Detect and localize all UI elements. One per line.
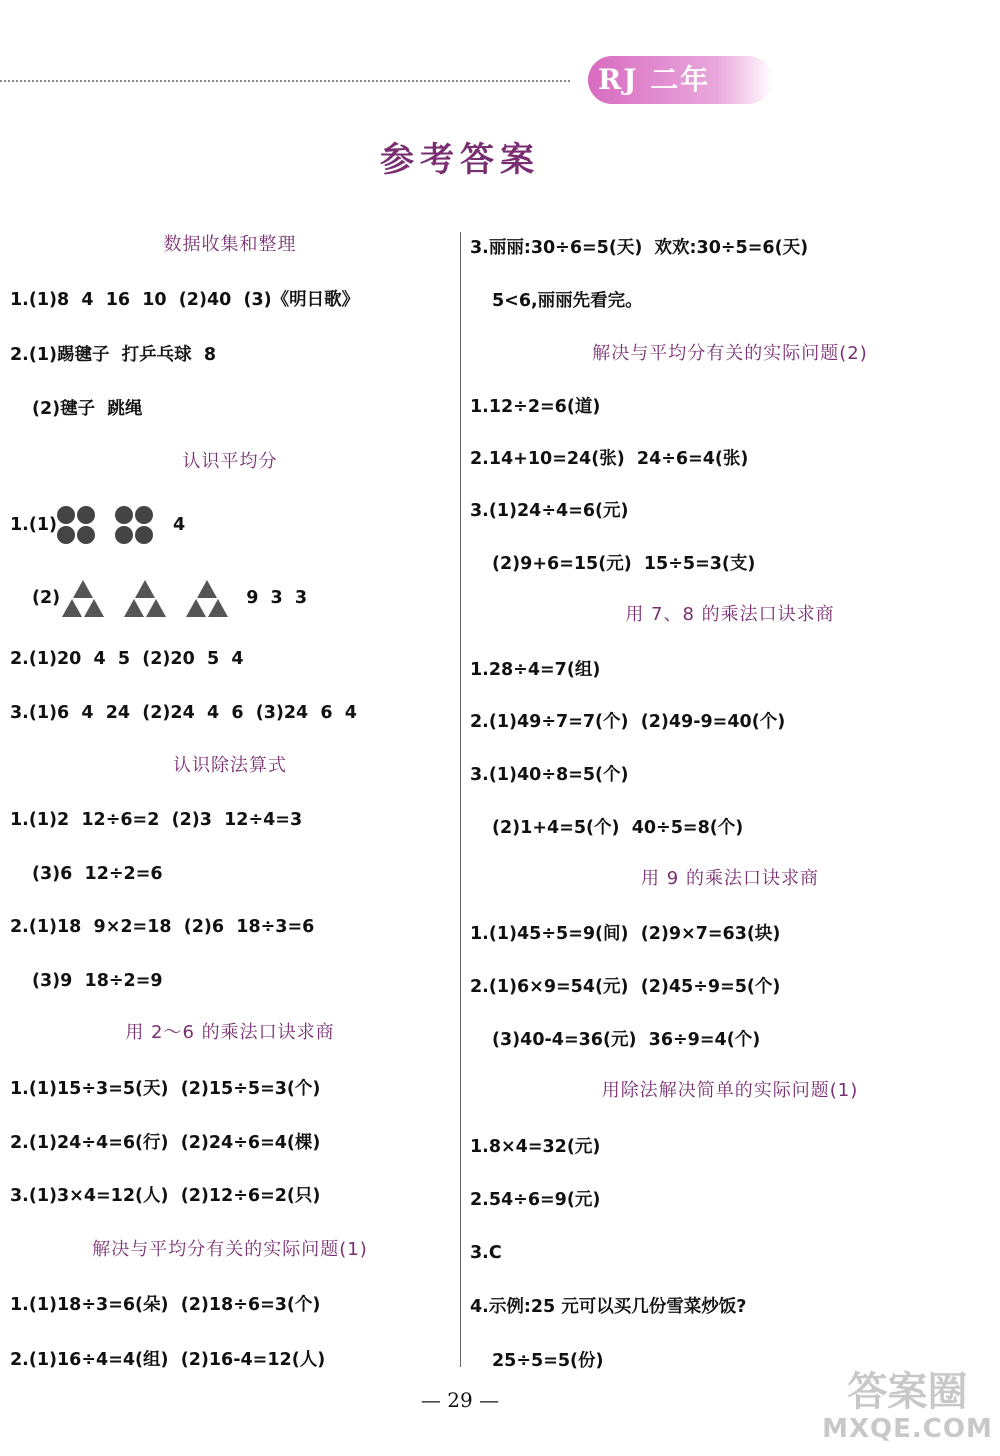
section-heading: 用 7、8 的乘法口诀求商 [625, 604, 835, 625]
answer-line: 2.14+10=24(张) 24÷6=4(张) [470, 449, 749, 469]
answer-line: 2.(1)20 4 5 (2)20 5 4 [10, 649, 244, 669]
answer-line: 1.(1)18÷3=6(朵) (2)18÷6=3(个) [10, 1295, 321, 1315]
answer-line: 1.(1)2 12÷6=2 (2)3 12÷4=3 [10, 810, 303, 830]
answer-prefix: (2) [32, 588, 61, 608]
section-heading: 解决与平均分有关的实际问题(1) [92, 1239, 368, 1260]
answer-line: 1.12÷2=6(道) [470, 397, 601, 417]
answer-line: 3.(1)3×4=12(人) (2)12÷6=2(只) [10, 1186, 321, 1206]
answer-line: (2)毽子 跳绳 [32, 399, 143, 419]
answer-line: 3.(1)40÷8=5(个) [470, 765, 629, 785]
answer-line: 3.(1)6 4 24 (2)24 4 6 (3)24 6 4 [10, 703, 357, 723]
answer-line: 2.(1)24÷4=6(行) (2)24÷6=4(棵) [10, 1133, 321, 1153]
watermark-url: MXQE.COM [822, 1414, 993, 1444]
section-heading: 解决与平均分有关的实际问题(2) [592, 343, 868, 364]
answer-line: 2.54÷6=9(元) [470, 1190, 601, 1210]
circle-group-icon [57, 506, 95, 544]
header-dotted-rule [0, 80, 570, 82]
section-heading: 用除法解决简单的实际问题(1) [601, 1080, 859, 1101]
answer-line: 1.(1)8 4 16 10 (2)40 (3)《明日歌》 [10, 290, 360, 310]
answer-line: 3.丽丽:30÷6=5(天) 欢欢:30÷5=6(天) [470, 238, 809, 258]
answer-line: (2)1+4=5(个) 40÷5=8(个) [492, 818, 744, 838]
watermark [820, 1370, 995, 1444]
answer-line: 2.(1)18 9×2=18 (2)6 18÷3=6 [10, 917, 315, 937]
watermark-text: 答案圈 [847, 1369, 968, 1415]
grade-badge: RJ 二年 [588, 56, 773, 104]
answer-line: 25÷5=5(份) [492, 1351, 604, 1371]
page-title: 参考答案 [380, 140, 540, 180]
answer-line: 3.(1)24÷4=6(元) [470, 501, 629, 521]
triangle-group-icon [122, 578, 168, 618]
answer-line: 2.(1)6×9=54(元) (2)45÷9=5(个) [470, 977, 781, 997]
answer-line: 5<6,丽丽先看完。 [492, 291, 643, 311]
answer-line: 1.(1)15÷3=5(天) (2)15÷5=3(个) [10, 1079, 321, 1099]
section-heading: 认识平均分 [182, 451, 278, 472]
column-divider [460, 232, 461, 1367]
answer-prefix: 1.(1) [10, 515, 57, 535]
circle-group-icon [115, 506, 153, 544]
answer-line: 1.8×4=32(元) [470, 1137, 601, 1157]
section-heading: 认识除法算式 [173, 755, 287, 776]
answer-line-figures [10, 506, 185, 544]
section-heading: 数据收集和整理 [163, 234, 297, 255]
answer-line: 2.(1)踢毽子 打乒乓球 8 [10, 345, 217, 365]
answer-line: 3.C [470, 1243, 502, 1263]
answer-line: 2.(1)16÷4=4(组) (2)16-4=12(人) [10, 1350, 326, 1370]
answer-line: (3)40-4=36(元) 36÷9=4(个) [492, 1030, 761, 1050]
answer-line-figures [32, 578, 307, 618]
answer-value: 4 [173, 515, 186, 535]
triangle-group-icon [60, 578, 106, 618]
answer-line: (3)6 12÷2=6 [32, 864, 163, 884]
triangle-group-icon [184, 578, 230, 618]
answer-line: (2)9+6=15(元) 15÷5=3(支) [492, 554, 756, 574]
answer-value: 9 3 3 [246, 588, 308, 608]
page-number: — 29 — [420, 1388, 500, 1412]
answer-line: 4.示例:25 元可以买几份雪菜炒饭? [470, 1297, 747, 1317]
answer-line: (3)9 18÷2=9 [32, 971, 163, 991]
section-heading: 用 9 的乘法口诀求商 [641, 868, 819, 889]
section-heading: 用 2～6 的乘法口诀求商 [125, 1022, 335, 1043]
answer-line: 2.(1)49÷7=7(个) (2)49-9=40(个) [470, 712, 786, 732]
answer-line: 1.(1)45÷5=9(间) (2)9×7=63(块) [470, 924, 781, 944]
answer-line: 1.28÷4=7(组) [470, 660, 601, 680]
